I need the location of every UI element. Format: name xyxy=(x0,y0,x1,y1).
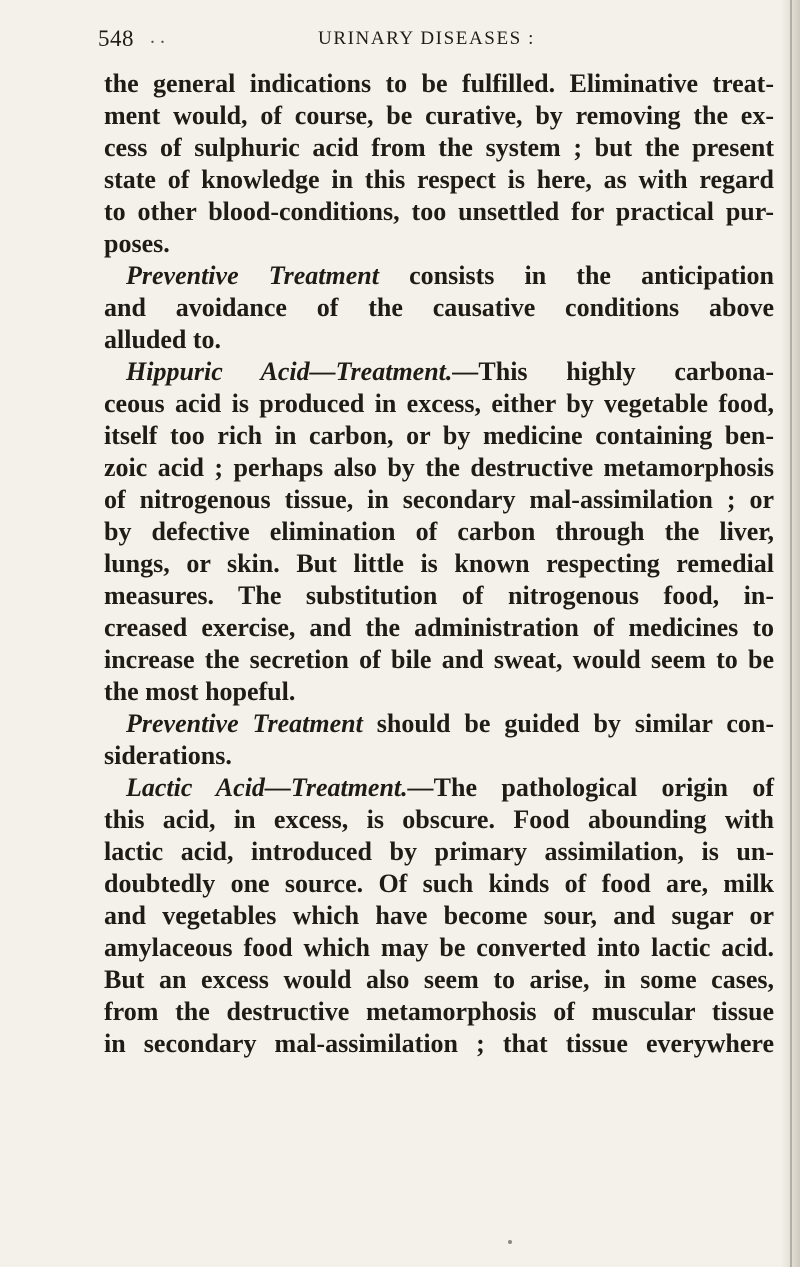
body-text xyxy=(104,68,774,1060)
text-line-14: of nitrogenous tissue, in secondary mal-assimilation ; or xyxy=(104,485,774,514)
italic-heading-hippuric-acid: Hippuric Acid—Treatment.— xyxy=(126,357,479,386)
text-line-2: ment would, of course, be curative, by removing the ex- xyxy=(104,101,774,130)
text-line-13: zoic acid ; perhaps also by the destructive metamorphosis xyxy=(104,453,774,482)
running-head-title: URINARY DISEASES : xyxy=(318,28,536,49)
text-line-4: state of knowledge in this respect is here, as with regard xyxy=(104,165,774,194)
text-line-8: and avoidance of the causative conditions above xyxy=(104,293,774,322)
text-line-22: siderations. xyxy=(104,741,232,770)
text-line-23-rest: The pathological origin of xyxy=(433,773,774,802)
text-line-23 xyxy=(104,772,774,804)
text-line-31: in secondary mal-assimilation ; that tissue everywhere xyxy=(104,1029,774,1058)
text-line-7 xyxy=(104,260,774,292)
text-line-27: and vegetables which have become sour, and sugar or xyxy=(104,901,774,930)
text-line-12: itself too rich in carbon, or by medicine containing ben- xyxy=(104,421,774,450)
text-line-26: doubtedly one source. Of such kinds of food are, milk xyxy=(104,869,774,898)
page-edge-line xyxy=(790,0,792,1267)
text-line-5: to other blood-conditions, too unsettled for practical pur- xyxy=(104,197,774,226)
text-line-30: from the destructive metamorphosis of muscular tissue xyxy=(104,997,774,1026)
text-line-25: lactic acid, introduced by primary assimilation, is un- xyxy=(104,837,774,866)
page-number: 548 xyxy=(98,26,134,51)
text-line-11: ceous acid is produced in excess, either by vegetable food, xyxy=(104,389,774,418)
text-line-10-rest: This highly carbona- xyxy=(478,357,774,386)
italic-heading-lactic-acid: Lactic Acid—Treatment.— xyxy=(126,773,434,802)
text-line-9: alluded to. xyxy=(104,325,222,354)
text-line-17: measures. The substitution of nitrogenous food, in- xyxy=(104,581,774,610)
text-line-3: cess of sulphuric acid from the system ; but the present xyxy=(104,133,774,162)
text-line-15: by defective elimination of carbon through the liver, xyxy=(104,517,774,546)
text-line-19: increase the secretion of bile and sweat, would seem to be xyxy=(104,645,774,674)
text-line-29: But an excess would also seem to arise, in some cases, xyxy=(104,965,774,994)
text-line-28: amylaceous food which may be converted into lactic acid. xyxy=(104,933,774,962)
text-line-1: the general indications to be fulfilled. Eliminative treat- xyxy=(104,69,774,98)
print-speck xyxy=(508,1240,512,1244)
italic-heading-preventive-treatment: Preventive Treatment xyxy=(126,261,379,290)
text-line-21-rest: should be guided by similar con- xyxy=(376,709,774,738)
text-line-24: this acid, in excess, is obscure. Food abounding with xyxy=(104,805,774,834)
text-line-20: the most hopeful. xyxy=(104,677,296,706)
italic-heading-preventive-treatment-2: Preventive Treatment xyxy=(126,709,363,738)
text-line-18: creased exercise, and the administration of medicines to xyxy=(104,613,774,642)
running-head-dots: . . xyxy=(150,26,165,48)
text-line-10 xyxy=(104,356,774,388)
text-line-6: poses. xyxy=(104,229,170,258)
text-line-21 xyxy=(104,708,774,740)
text-line-16: lungs, or skin. But little is known respecting remedial xyxy=(104,549,774,578)
text-line-7-rest: consists in the anticipation xyxy=(409,261,774,290)
running-head xyxy=(98,26,738,56)
